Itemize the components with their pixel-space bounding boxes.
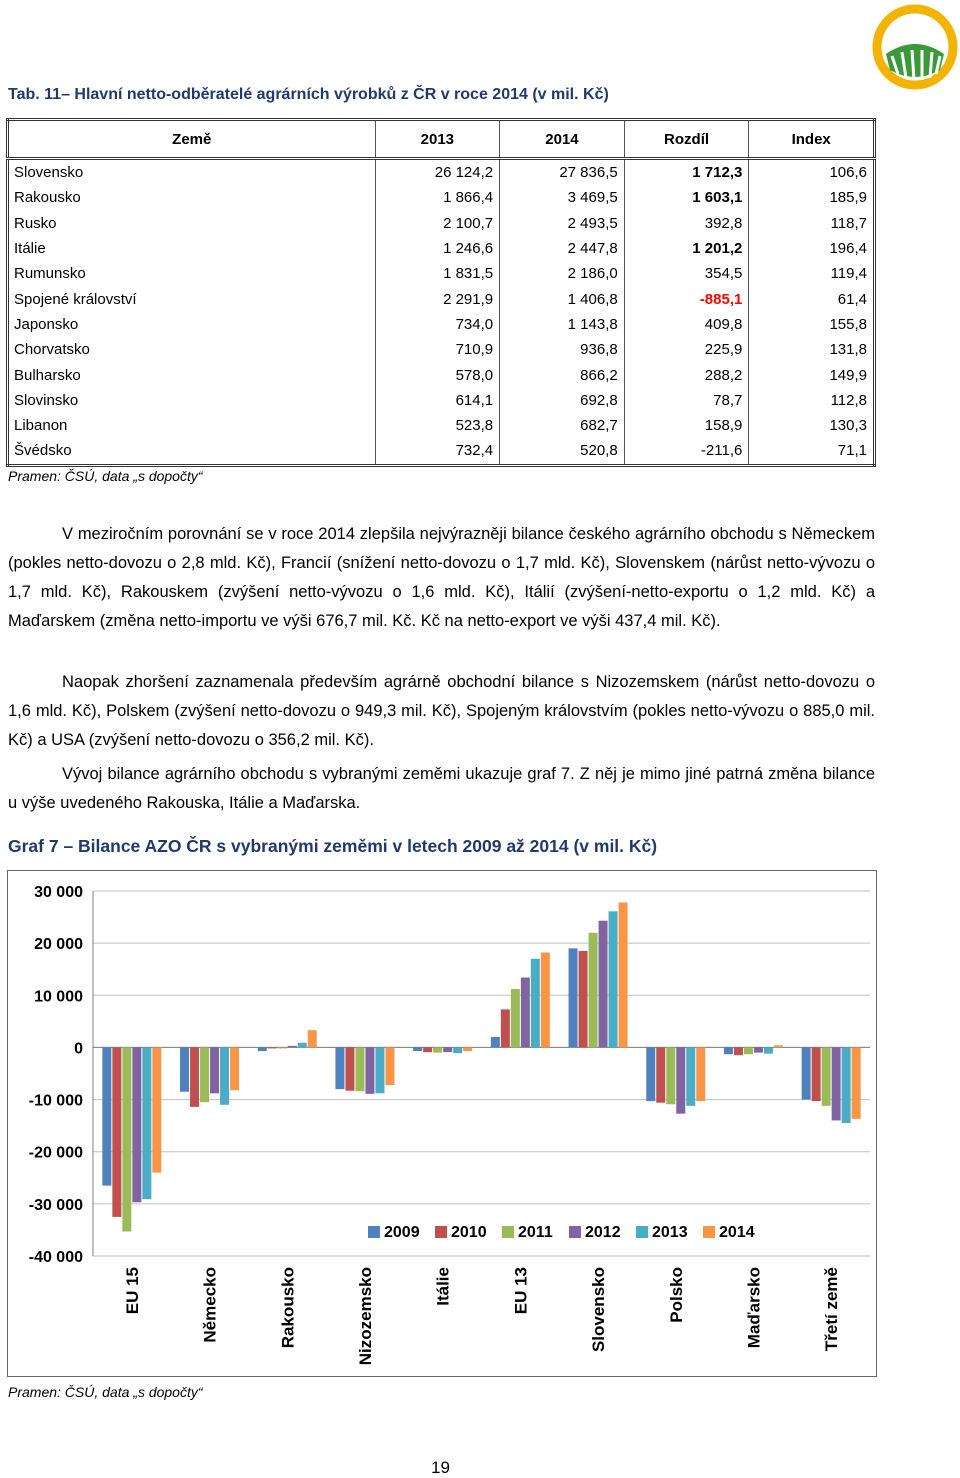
- category-label: EU 15: [122, 1267, 142, 1315]
- cell-country: Libanon: [8, 413, 376, 438]
- legend-swatch-2012: [569, 1226, 581, 1238]
- category-label: Nizozemsko: [355, 1267, 375, 1366]
- bar-2009: [724, 1047, 733, 1054]
- table-row: [8, 236, 875, 261]
- cell-2014: 1 406,8: [500, 286, 625, 311]
- cell-2013: 26 124,2: [375, 159, 500, 186]
- bar-2009: [646, 1047, 655, 1101]
- cell-diff: 1 712,3: [624, 159, 749, 186]
- cell-2013: 1 831,5: [375, 261, 500, 286]
- table-row: [8, 362, 875, 387]
- table-row: [8, 185, 875, 210]
- bar-2010: [734, 1047, 743, 1055]
- y-tick-label: 30 000: [34, 884, 83, 901]
- cell-2014: 520,8: [500, 438, 625, 465]
- legend-label-2014: 2014: [719, 1224, 755, 1241]
- table-row: [8, 337, 875, 362]
- graph-source: Pramen: ČSÚ, data „s dopočty“: [8, 1384, 203, 1400]
- cell-2013: 732,4: [375, 438, 500, 465]
- cell-index: 61,4: [749, 286, 875, 311]
- cell-2014: 682,7: [500, 413, 625, 438]
- legend-label-2009: 2009: [384, 1224, 420, 1241]
- bar-2013: [453, 1047, 462, 1053]
- cell-country: Rusko: [8, 211, 376, 236]
- bar-2013: [764, 1047, 773, 1053]
- bar-2009: [491, 1037, 500, 1047]
- bar-2014: [463, 1047, 472, 1051]
- bar-2010: [579, 951, 588, 1047]
- bar-chart: [8, 871, 876, 1376]
- bar-2011: [200, 1047, 209, 1102]
- legend-swatch-2013: [636, 1226, 648, 1238]
- header-2014: 2014: [500, 120, 625, 159]
- legend-swatch-2011: [502, 1226, 514, 1238]
- bar-2014: [385, 1047, 394, 1085]
- cell-index: 196,4: [749, 236, 875, 261]
- cell-index: 119,4: [749, 261, 875, 286]
- cell-country: Bulharsko: [8, 362, 376, 387]
- bar-2011: [433, 1047, 442, 1052]
- y-tick-label: 0: [74, 1040, 83, 1058]
- bar-2009: [180, 1047, 189, 1091]
- category-label: EU 13: [511, 1267, 531, 1315]
- cell-index: 149,9: [749, 362, 875, 387]
- table-row: [8, 312, 875, 337]
- bar-2012: [521, 978, 530, 1048]
- cell-country: Rakousko: [8, 185, 376, 210]
- bar-2009: [802, 1047, 811, 1099]
- cell-2013: 710,9: [375, 337, 500, 362]
- bar-2010: [501, 1009, 510, 1047]
- bar-2011: [666, 1047, 675, 1104]
- category-label: Rakousko: [278, 1267, 298, 1349]
- legend-label-2013: 2013: [652, 1224, 688, 1241]
- bar-2009: [413, 1047, 422, 1051]
- bar-2010: [656, 1047, 665, 1102]
- category-label: Maďarsko: [744, 1267, 764, 1349]
- cell-2014: 27 836,5: [500, 159, 625, 186]
- category-label: Slovensko: [589, 1267, 609, 1353]
- bar-2011: [744, 1047, 753, 1054]
- legend-swatch-2009: [368, 1226, 380, 1238]
- legend-swatch-2010: [435, 1226, 447, 1238]
- bar-2014: [152, 1047, 161, 1172]
- cell-diff: 354,5: [624, 261, 749, 286]
- bar-2012: [132, 1047, 141, 1202]
- bar-2014: [541, 953, 550, 1048]
- bar-2012: [365, 1047, 374, 1093]
- bar-2013: [298, 1043, 307, 1048]
- table-row: [8, 159, 875, 186]
- page-number: 19: [431, 1458, 450, 1477]
- y-tick-label: -20 000: [28, 1144, 83, 1162]
- bar-2011: [822, 1047, 831, 1105]
- bar-2010: [423, 1047, 432, 1052]
- bar-2011: [122, 1047, 131, 1231]
- paragraph-1: V meziročním porovnání se v roce 2014 zlepšila nejvýrazněji bilance českého agrárního obchodu s Německem (pokles netto-dovozu o 2,8 mld. Kč), Francií (snížení netto-dovozu o 1,7 mld. Kč), Slovenskem (nárůst netto-vývozu o 1,7 mld. Kč), Rakouskem (zvýšení netto-vývozu o 1,6 mld. Kč), Itálií (zvýšení-netto-exportu o 1,2 mld. Kč) a Maďarskem (změna netto-importu ve výši 676,7 mil. Kč. Kč na netto-export ve výši 437,4 mil. Kč).: [8, 525, 875, 630]
- bar-2014: [619, 902, 628, 1047]
- cell-index: 130,3: [749, 413, 875, 438]
- paragraph-2: Naopak zhoršení zaznamenala především agrárně obchodní bilance s Nizozemskem (nárůst netto-dovozu o 1,6 mld. Kč), Polskem (zvýšení netto-dovozu o 949,3 mil. Kč), Spojeným královstvím (pokles netto-vývozu o 885,0 mil. Kč) a USA (zvýšení netto-dovozu o 356,2 mil. Kč).: [8, 673, 875, 749]
- ministry-agriculture-logo-icon: [872, 4, 958, 90]
- bar-2012: [288, 1046, 297, 1048]
- bar-2012: [832, 1047, 841, 1120]
- bar-2013: [609, 911, 618, 1047]
- cell-diff: 1 603,1: [624, 185, 749, 210]
- bar-2013: [220, 1047, 229, 1104]
- cell-index: 155,8: [749, 312, 875, 337]
- cell-2013: 2 291,9: [375, 286, 500, 311]
- bar-2010: [190, 1047, 199, 1106]
- table-body: [8, 159, 875, 466]
- cell-2014: 866,2: [500, 362, 625, 387]
- cell-country: Spojené království: [8, 286, 376, 311]
- category-label: Německo: [200, 1267, 220, 1343]
- y-tick-label: -10 000: [28, 1092, 83, 1110]
- cell-2014: 3 469,5: [500, 185, 625, 210]
- cell-2014: 692,8: [500, 388, 625, 413]
- cell-index: 71,1: [749, 438, 875, 465]
- header-diff: Rozdíl: [624, 120, 749, 159]
- cell-diff: -885,1: [624, 286, 749, 311]
- cell-diff: 409,8: [624, 312, 749, 337]
- cell-2013: 523,8: [375, 413, 500, 438]
- cell-country: Švédsko: [8, 438, 376, 465]
- header-country: Země: [8, 120, 376, 159]
- y-tick-label: 20 000: [34, 936, 83, 954]
- cell-diff: -211,6: [624, 438, 749, 465]
- cell-2014: 1 143,8: [500, 312, 625, 337]
- category-label: Itálie: [433, 1267, 453, 1306]
- bar-2011: [355, 1047, 364, 1091]
- bar-2012: [676, 1047, 685, 1113]
- cell-diff: 288,2: [624, 362, 749, 387]
- cell-index: 118,7: [749, 211, 875, 236]
- header-index: Index: [749, 120, 875, 159]
- cell-2013: 734,0: [375, 312, 500, 337]
- bar-2009: [102, 1047, 111, 1185]
- bar-2013: [531, 959, 540, 1048]
- cell-2014: 936,8: [500, 337, 625, 362]
- cell-country: Itálie: [8, 236, 376, 261]
- bar-2011: [511, 989, 520, 1047]
- bar-2012: [210, 1047, 219, 1093]
- bar-2012: [754, 1047, 763, 1052]
- bar-2011: [278, 1047, 287, 1048]
- bar-2014: [230, 1047, 239, 1090]
- table-row: [8, 261, 875, 286]
- table-title: Tab. 11– Hlavní netto-odběratelé agrárních výrobků z ČR v roce 2014 (v mil. Kč): [8, 86, 609, 103]
- cell-country: Japonsko: [8, 312, 376, 337]
- cell-diff: 1 201,2: [624, 236, 749, 261]
- cell-2013: 578,0: [375, 362, 500, 387]
- cell-country: Rumunsko: [8, 261, 376, 286]
- bar-2013: [142, 1047, 151, 1199]
- table-source: Pramen: ČSÚ, data „s dopočty“: [8, 468, 203, 484]
- partners-table: [6, 118, 876, 467]
- cell-2013: 614,1: [375, 388, 500, 413]
- cell-index: 106,6: [749, 159, 875, 186]
- bar-2013: [842, 1047, 851, 1123]
- bar-2013: [686, 1047, 695, 1105]
- cell-2014: 2 186,0: [500, 261, 625, 286]
- cell-2014: 2 493,5: [500, 211, 625, 236]
- cell-diff: 158,9: [624, 413, 749, 438]
- legend-label-2012: 2012: [585, 1224, 621, 1241]
- bar-2010: [812, 1047, 821, 1101]
- category-label: Polsko: [666, 1267, 686, 1323]
- cell-2013: 1 866,4: [375, 185, 500, 210]
- cell-index: 131,8: [749, 337, 875, 362]
- legend-swatch-2014: [703, 1226, 715, 1238]
- chart-container: [7, 870, 877, 1377]
- legend-label-2011: 2011: [518, 1224, 553, 1241]
- cell-diff: 225,9: [624, 337, 749, 362]
- paragraph-3: Vývoj bilance agrárního obchodu s vybranými zeměmi ukazuje graf 7. Z něj je mimo jiné patrná změna bilance u výše uvedeného Rakouska, Itálie a Maďarska.: [8, 765, 875, 812]
- cell-index: 112,8: [749, 388, 875, 413]
- bar-2014: [774, 1045, 783, 1047]
- cell-2013: 1 246,6: [375, 236, 500, 261]
- legend-label-2010: 2010: [451, 1224, 487, 1241]
- bar-2009: [258, 1047, 267, 1051]
- category-label: Třetí země: [822, 1267, 842, 1352]
- cell-diff: 392,8: [624, 211, 749, 236]
- table-row: [8, 413, 875, 438]
- bar-2010: [268, 1047, 277, 1048]
- bar-2012: [443, 1047, 452, 1052]
- table-row: [8, 388, 875, 413]
- cell-diff: 78,7: [624, 388, 749, 413]
- bar-2014: [696, 1047, 705, 1101]
- header-2013: 2013: [375, 120, 500, 159]
- bar-2009: [569, 948, 578, 1047]
- cell-2013: 2 100,7: [375, 211, 500, 236]
- bar-2014: [308, 1030, 317, 1047]
- table-row: [8, 286, 875, 311]
- table-header-row: [8, 120, 875, 159]
- bar-2009: [335, 1047, 344, 1089]
- y-tick-label: -30 000: [28, 1196, 83, 1214]
- bar-2011: [589, 933, 598, 1048]
- cell-country: Slovinsko: [8, 388, 376, 413]
- bar-2010: [112, 1047, 121, 1216]
- bar-2012: [599, 921, 608, 1048]
- cell-country: Chorvatsko: [8, 337, 376, 362]
- graph-title: Graf 7 – Bilance AZO ČR s vybranými zeměmi v letech 2009 až 2014 (v mil. Kč): [8, 836, 658, 856]
- table-row: [8, 438, 875, 465]
- bar-2014: [852, 1047, 861, 1118]
- bar-2010: [345, 1047, 354, 1090]
- cell-index: 185,9: [749, 185, 875, 210]
- cell-2014: 2 447,8: [500, 236, 625, 261]
- cell-country: Slovensko: [8, 159, 376, 186]
- bar-2013: [375, 1047, 384, 1093]
- y-tick-label: -40 000: [28, 1249, 83, 1266]
- table-row: [8, 211, 875, 236]
- y-tick-label: 10 000: [34, 988, 83, 1006]
